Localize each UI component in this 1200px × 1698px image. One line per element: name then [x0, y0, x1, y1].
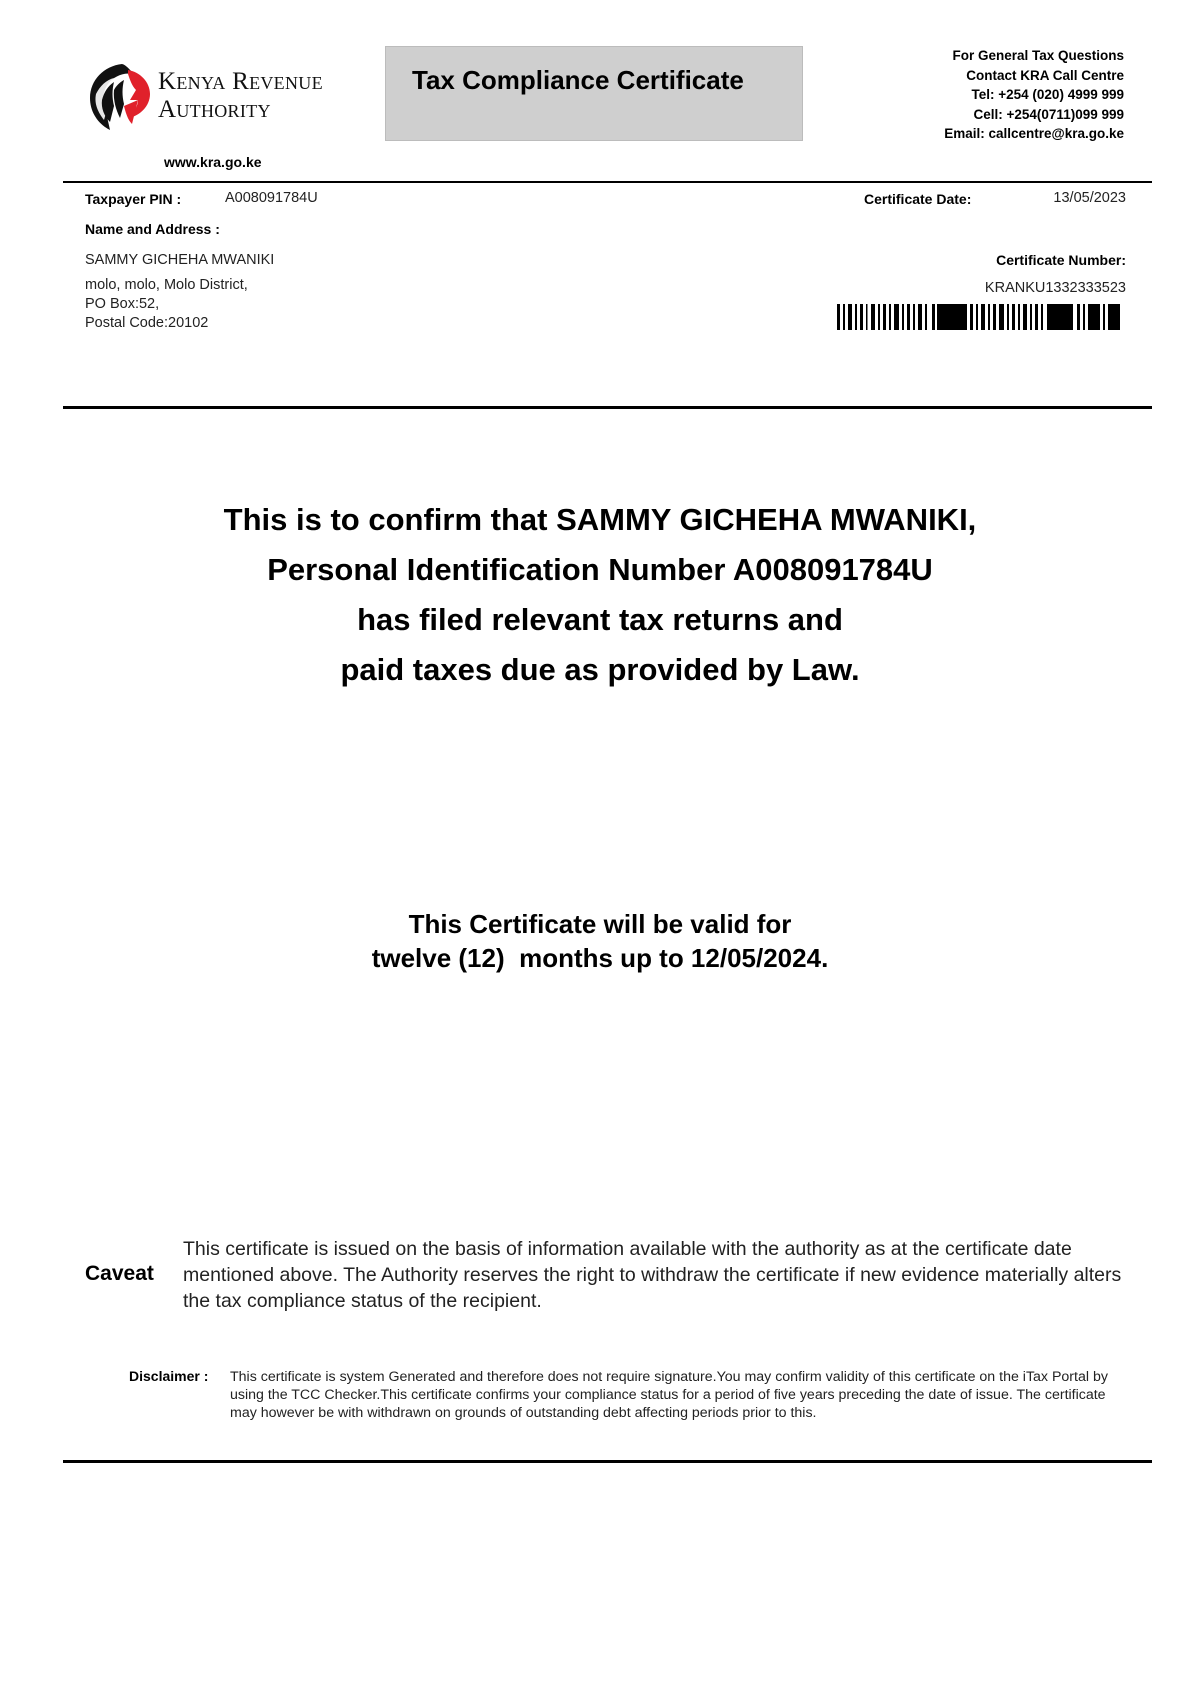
statement-line: has filed relevant tax returns and [357, 602, 843, 637]
contact-block [944, 46, 1124, 144]
title-box [385, 46, 803, 141]
contact-email: Email: callcentre@kra.go.ke [944, 126, 1124, 141]
name-address-label: Name and Address : [85, 221, 220, 237]
certificate-number: KRANKU1332333523 [984, 280, 1126, 296]
pin-value: A008091784U [225, 190, 318, 206]
barcode-icon [837, 304, 1120, 330]
certificate-date: 13/05/2023 [1053, 190, 1126, 206]
logo-line-2: Authority [158, 96, 271, 123]
caveat-label: Caveat [85, 1262, 154, 1285]
kra-logo [84, 60, 374, 138]
website-url: www.kra.go.ke [164, 154, 262, 170]
statement-line: This is to confirm that SAMMY GICHEHA MWANIKI, [223, 502, 977, 537]
address-line: Postal Code:20102 [85, 315, 209, 331]
validity-line: This Certificate will be valid for [408, 909, 792, 939]
certificate-date-label: Certificate Date: [864, 191, 972, 207]
page-title: Tax Compliance Certificate [412, 65, 744, 95]
caveat-text: This certificate is issued on the basis of information available with the authority as at the certificate date mentioned above. The Authority reserves the right to withdraw the certificate if new evidence materially alters the tax compliance status of the recipient. [183, 1238, 1122, 1312]
logo-wordmark [158, 68, 323, 124]
header-divider [63, 181, 1152, 183]
address-line: molo, molo, Molo District, [85, 277, 248, 293]
footer-divider [63, 1460, 1152, 1463]
logo-line-1: Kenya Revenue [158, 68, 323, 95]
contact-heading: For General Tax Questions [952, 48, 1124, 63]
compliance-statement [0, 495, 1200, 695]
details-divider [63, 406, 1152, 409]
disclaimer-text: This certificate is system Generated and therefore does not require signature.You may confirm validity of this certificate on the iTax Portal by using the TCC Checker.This certificate confirms your compliance status for a period of five years preceding the date of issue. The certificate may however be with withdrawn on grounds of outstanding debt affecting periods prior to this. [230, 1369, 1108, 1421]
lion-emblem-icon [84, 60, 154, 132]
statement-line: paid taxes due as provided by Law. [340, 652, 860, 687]
validity-line: twelve (12) months up to 12/05/2024. [371, 943, 829, 973]
contact-cell: Cell: +254(0711)099 999 [973, 106, 1124, 122]
statement-line: Personal Identification Number A008091784U [267, 552, 933, 587]
contact-tel: Tel: +254 (020) 4999 999 [971, 87, 1124, 102]
pin-label: Taxpayer PIN : [85, 191, 182, 207]
certificate-number-label: Certificate Number: [996, 252, 1126, 268]
taxpayer-name: SAMMY GICHEHA MWANIKI [85, 252, 275, 268]
disclaimer-label: Disclaimer : [129, 1368, 209, 1384]
contact-call-centre: Contact KRA Call Centre [966, 67, 1124, 83]
validity-statement [0, 907, 1200, 975]
address-line: PO Box:52, [85, 296, 160, 312]
taxpayer-address [85, 276, 248, 333]
